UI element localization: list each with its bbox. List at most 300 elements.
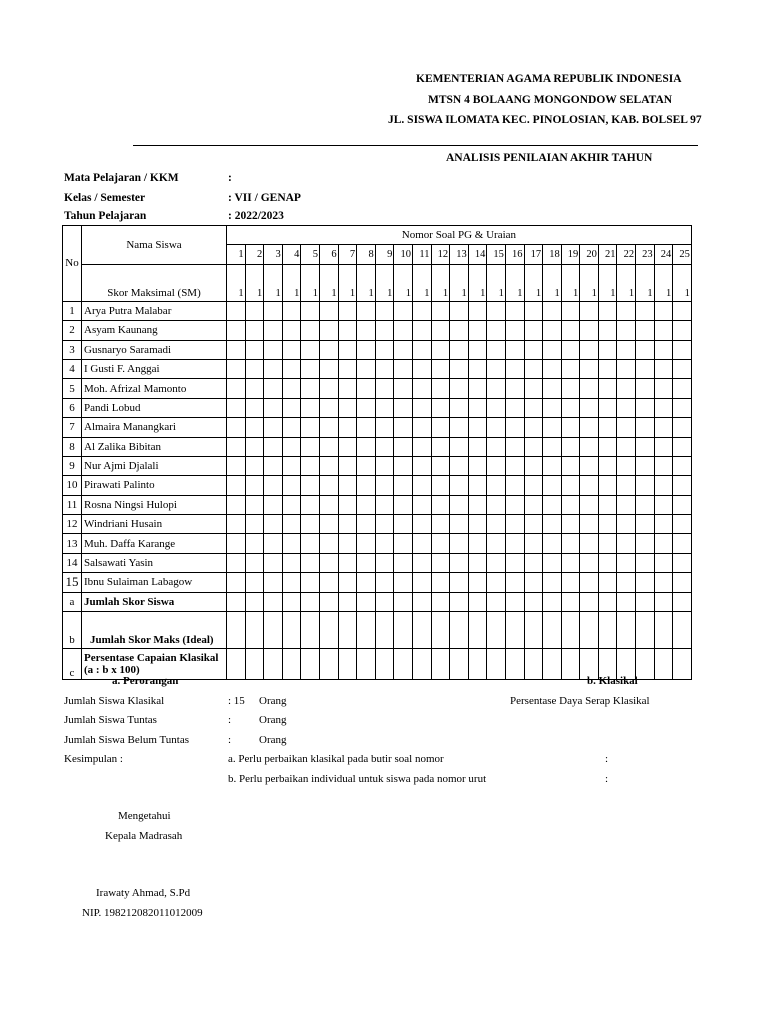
score-cell bbox=[264, 573, 283, 592]
skor-maksimal-value: 1 bbox=[282, 264, 301, 301]
score-cell bbox=[375, 398, 394, 417]
score-cell bbox=[450, 379, 469, 398]
score-cell bbox=[487, 553, 506, 572]
score-cell bbox=[487, 456, 506, 475]
table-row bbox=[63, 456, 692, 475]
score-cell bbox=[468, 301, 487, 320]
skor-maksimal-value: 1 bbox=[357, 264, 376, 301]
row-jumlah-skor-maks bbox=[63, 612, 692, 649]
score-cell bbox=[357, 437, 376, 456]
score-cell bbox=[505, 359, 524, 378]
score-cell bbox=[245, 592, 264, 611]
score-cell bbox=[673, 359, 692, 378]
student-no: 5 bbox=[63, 379, 82, 398]
score-cell bbox=[673, 321, 692, 340]
score-cell bbox=[282, 340, 301, 359]
skor-maksimal-value: 1 bbox=[617, 264, 636, 301]
score-cell bbox=[543, 456, 562, 475]
score-cell bbox=[431, 359, 450, 378]
score-cell bbox=[580, 515, 599, 534]
score-cell bbox=[412, 592, 431, 611]
header-row bbox=[63, 226, 692, 245]
score-cell bbox=[673, 649, 692, 680]
table-row bbox=[63, 476, 692, 495]
score-cell bbox=[301, 301, 320, 320]
question-number: 20 bbox=[580, 245, 599, 264]
score-cell bbox=[319, 515, 338, 534]
score-cell bbox=[524, 437, 543, 456]
score-cell bbox=[338, 553, 357, 572]
student-no: 11 bbox=[63, 495, 82, 514]
score-cell bbox=[673, 534, 692, 553]
score-cell bbox=[673, 398, 692, 417]
score-cell bbox=[394, 592, 413, 611]
score-cell bbox=[264, 301, 283, 320]
score-cell bbox=[561, 359, 580, 378]
score-cell bbox=[245, 456, 264, 475]
score-cell bbox=[524, 476, 543, 495]
score-cell bbox=[431, 612, 450, 649]
score-cell bbox=[543, 553, 562, 572]
question-number: 25 bbox=[673, 245, 692, 264]
score-cell bbox=[375, 612, 394, 649]
score-cell bbox=[431, 418, 450, 437]
row-jumlah-skor-siswa bbox=[63, 592, 692, 611]
student-name: Windriani Husain bbox=[82, 515, 227, 534]
score-cell bbox=[301, 437, 320, 456]
score-cell bbox=[617, 398, 636, 417]
score-cell bbox=[598, 340, 617, 359]
score-cell bbox=[487, 534, 506, 553]
score-cell bbox=[468, 553, 487, 572]
score-cell bbox=[375, 321, 394, 340]
score-cell bbox=[450, 476, 469, 495]
score-cell bbox=[487, 418, 506, 437]
score-cell bbox=[338, 649, 357, 680]
table-row bbox=[63, 340, 692, 359]
score-cell bbox=[357, 398, 376, 417]
header-separator bbox=[133, 145, 698, 146]
score-cell bbox=[431, 340, 450, 359]
score-cell bbox=[505, 301, 524, 320]
score-cell bbox=[468, 418, 487, 437]
question-number: 7 bbox=[338, 245, 357, 264]
student-name: Salsawati Yasin bbox=[82, 553, 227, 572]
score-cell bbox=[282, 476, 301, 495]
orang-2: Orang bbox=[259, 714, 287, 726]
question-number: 12 bbox=[431, 245, 450, 264]
kepala-madrasah: Kepala Madrasah bbox=[105, 830, 183, 842]
score-cell bbox=[357, 418, 376, 437]
score-cell bbox=[598, 437, 617, 456]
score-cell bbox=[319, 649, 338, 680]
score-cell bbox=[450, 437, 469, 456]
score-cell bbox=[245, 476, 264, 495]
score-cell bbox=[412, 398, 431, 417]
score-cell bbox=[580, 612, 599, 649]
score-cell bbox=[412, 495, 431, 514]
score-cell bbox=[636, 321, 655, 340]
student-no: 7 bbox=[63, 418, 82, 437]
score-cell bbox=[245, 573, 264, 592]
score-cell bbox=[245, 437, 264, 456]
score-cell bbox=[673, 379, 692, 398]
score-cell bbox=[524, 379, 543, 398]
score-cell bbox=[505, 515, 524, 534]
score-cell bbox=[394, 321, 413, 340]
score-cell bbox=[654, 418, 673, 437]
orang-3: Orang bbox=[259, 734, 287, 746]
score-cell bbox=[561, 418, 580, 437]
score-cell bbox=[450, 456, 469, 475]
score-cell bbox=[468, 612, 487, 649]
score-cell bbox=[580, 301, 599, 320]
kesimpulan-label: Kesimpulan : bbox=[64, 753, 123, 765]
score-cell bbox=[227, 301, 246, 320]
skor-maksimal-value: 1 bbox=[394, 264, 413, 301]
score-cell bbox=[357, 649, 376, 680]
skor-maksimal-value: 1 bbox=[468, 264, 487, 301]
score-cell bbox=[580, 495, 599, 514]
score-cell bbox=[357, 515, 376, 534]
score-cell bbox=[654, 456, 673, 475]
question-number: 10 bbox=[394, 245, 413, 264]
score-cell bbox=[673, 592, 692, 611]
score-cell bbox=[598, 418, 617, 437]
score-cell bbox=[524, 534, 543, 553]
score-cell bbox=[487, 301, 506, 320]
score-cell bbox=[375, 359, 394, 378]
score-cell bbox=[394, 495, 413, 514]
score-cell bbox=[375, 495, 394, 514]
score-cell bbox=[598, 515, 617, 534]
score-cell bbox=[636, 534, 655, 553]
student-no: 14 bbox=[63, 553, 82, 572]
score-cell bbox=[524, 418, 543, 437]
skor-maksimal-value: 1 bbox=[431, 264, 450, 301]
score-cell bbox=[450, 534, 469, 553]
score-cell bbox=[282, 573, 301, 592]
score-cell bbox=[264, 456, 283, 475]
table-row bbox=[63, 321, 692, 340]
question-number: 1 bbox=[227, 245, 246, 264]
score-cell bbox=[357, 534, 376, 553]
score-cell bbox=[468, 321, 487, 340]
score-cell bbox=[227, 359, 246, 378]
score-cell bbox=[561, 515, 580, 534]
score-cell bbox=[636, 301, 655, 320]
score-cell bbox=[394, 379, 413, 398]
score-cell bbox=[468, 649, 487, 680]
score-cell bbox=[505, 592, 524, 611]
score-cell bbox=[487, 649, 506, 680]
score-cell bbox=[301, 398, 320, 417]
score-cell bbox=[412, 340, 431, 359]
score-cell bbox=[561, 534, 580, 553]
score-cell bbox=[450, 359, 469, 378]
score-cell bbox=[505, 379, 524, 398]
score-cell bbox=[301, 534, 320, 553]
score-cell bbox=[264, 321, 283, 340]
score-cell bbox=[227, 418, 246, 437]
score-cell bbox=[468, 476, 487, 495]
skor-maksimal-value: 1 bbox=[673, 264, 692, 301]
kesimpulan-a: a. Perlu perbaikan klasikal pada butir soal nomor bbox=[228, 753, 444, 765]
signer-name: Irawaty Ahmad, S.Pd bbox=[96, 887, 191, 899]
score-cell bbox=[468, 340, 487, 359]
score-cell bbox=[394, 340, 413, 359]
table-row bbox=[63, 573, 692, 592]
score-cell bbox=[357, 340, 376, 359]
score-cell bbox=[654, 515, 673, 534]
score-cell bbox=[580, 592, 599, 611]
score-cell bbox=[468, 495, 487, 514]
score-cell bbox=[617, 592, 636, 611]
score-cell bbox=[636, 418, 655, 437]
score-cell bbox=[505, 418, 524, 437]
score-cell bbox=[543, 495, 562, 514]
score-cell bbox=[543, 476, 562, 495]
score-cell bbox=[301, 340, 320, 359]
score-cell bbox=[543, 612, 562, 649]
score-cell bbox=[561, 495, 580, 514]
score-cell bbox=[524, 515, 543, 534]
score-cell bbox=[673, 495, 692, 514]
score-cell bbox=[412, 573, 431, 592]
tuntas-label: Jumlah Siswa Tuntas bbox=[64, 714, 157, 726]
score-cell bbox=[394, 476, 413, 495]
score-cell bbox=[561, 612, 580, 649]
score-cell bbox=[654, 573, 673, 592]
student-name: Ibnu Sulaiman Labagow bbox=[82, 573, 227, 592]
question-number: 23 bbox=[636, 245, 655, 264]
skor-maksimal-value: 1 bbox=[338, 264, 357, 301]
kesimpulan-b-colon: : bbox=[605, 773, 609, 785]
score-cell bbox=[468, 437, 487, 456]
score-cell bbox=[264, 340, 283, 359]
student-name: Muh. Daffa Karange bbox=[82, 534, 227, 553]
score-cell bbox=[487, 321, 506, 340]
score-cell bbox=[431, 398, 450, 417]
score-cell bbox=[524, 456, 543, 475]
score-cell bbox=[505, 456, 524, 475]
table-row bbox=[63, 418, 692, 437]
score-cell bbox=[431, 534, 450, 553]
skor-maksimal-value: 1 bbox=[580, 264, 599, 301]
perorangan-heading: a. Perorangan bbox=[112, 675, 179, 687]
student-name: Pirawati Palinto bbox=[82, 476, 227, 495]
score-cell bbox=[282, 418, 301, 437]
score-cell bbox=[598, 612, 617, 649]
score-cell bbox=[561, 592, 580, 611]
score-cell bbox=[487, 515, 506, 534]
score-cell bbox=[357, 379, 376, 398]
score-cell bbox=[319, 456, 338, 475]
table-row bbox=[63, 553, 692, 572]
student-name: Al Zalika Bibitan bbox=[82, 437, 227, 456]
score-cell bbox=[505, 534, 524, 553]
kesimpulan-b: b. Perlu perbaikan individual untuk siswa pada nomor urut bbox=[228, 773, 487, 785]
score-cell bbox=[431, 553, 450, 572]
score-cell bbox=[264, 379, 283, 398]
score-cell bbox=[561, 437, 580, 456]
score-cell bbox=[245, 612, 264, 649]
score-cell bbox=[245, 301, 264, 320]
score-cell bbox=[580, 573, 599, 592]
score-cell bbox=[505, 495, 524, 514]
score-cell bbox=[543, 534, 562, 553]
score-cell bbox=[282, 649, 301, 680]
row-b-text: Jumlah Skor Maks (Ideal) bbox=[82, 612, 227, 649]
score-cell bbox=[282, 515, 301, 534]
skor-maksimal-value: 1 bbox=[301, 264, 320, 301]
klasikal-heading: b. Klasikal bbox=[587, 675, 638, 687]
score-cell bbox=[450, 592, 469, 611]
row-c-text-line2: (a : b x 100) bbox=[84, 664, 140, 677]
score-cell bbox=[617, 476, 636, 495]
score-cell bbox=[264, 612, 283, 649]
score-cell bbox=[543, 301, 562, 320]
score-cell bbox=[375, 553, 394, 572]
score-cell bbox=[636, 649, 655, 680]
student-no: 2 bbox=[63, 321, 82, 340]
student-name: Arya Putra Malabar bbox=[82, 301, 227, 320]
score-cell bbox=[245, 321, 264, 340]
score-cell bbox=[319, 398, 338, 417]
score-cell bbox=[450, 321, 469, 340]
score-cell bbox=[561, 340, 580, 359]
table-row bbox=[63, 515, 692, 534]
score-cell bbox=[227, 649, 246, 680]
table-row bbox=[63, 534, 692, 553]
score-cell bbox=[431, 437, 450, 456]
score-cell bbox=[505, 612, 524, 649]
tuntas-colon: : bbox=[228, 714, 232, 726]
score-cell bbox=[524, 573, 543, 592]
belum-tuntas-colon: : bbox=[228, 734, 232, 746]
skor-maksimal-value: 1 bbox=[450, 264, 469, 301]
student-name: Nur Ajmi Djalali bbox=[82, 456, 227, 475]
score-cell bbox=[301, 359, 320, 378]
score-cell bbox=[338, 418, 357, 437]
score-cell bbox=[394, 456, 413, 475]
skor-maksimal-label: Skor Maksimal (SM) bbox=[82, 264, 227, 301]
score-cell bbox=[617, 437, 636, 456]
score-cell bbox=[338, 612, 357, 649]
ministry-title: KEMENTERIAN AGAMA REPUBLIK INDONESIA bbox=[416, 73, 682, 85]
skor-maksimal-value: 1 bbox=[505, 264, 524, 301]
score-cell bbox=[636, 379, 655, 398]
score-cell bbox=[394, 359, 413, 378]
score-cell bbox=[227, 437, 246, 456]
belum-tuntas-label: Jumlah Siswa Belum Tuntas bbox=[64, 734, 189, 746]
score-cell bbox=[357, 573, 376, 592]
score-cell bbox=[319, 612, 338, 649]
score-cell bbox=[450, 495, 469, 514]
score-cell bbox=[561, 573, 580, 592]
jumlah-klasikal-label: Jumlah Siswa Klasikal bbox=[64, 695, 165, 707]
score-cell bbox=[357, 301, 376, 320]
score-cell bbox=[580, 553, 599, 572]
row-c-label: c bbox=[63, 649, 82, 680]
question-number: 19 bbox=[561, 245, 580, 264]
score-cell bbox=[319, 321, 338, 340]
question-number: 6 bbox=[319, 245, 338, 264]
score-cell bbox=[617, 515, 636, 534]
score-cell bbox=[431, 379, 450, 398]
score-cell bbox=[580, 476, 599, 495]
score-cell bbox=[338, 534, 357, 553]
score-cell bbox=[598, 476, 617, 495]
question-number: 15 bbox=[487, 245, 506, 264]
school-address: JL. SISWA ILOMATA KEC. PINOLOSIAN, KAB. BOLSEL 97 bbox=[388, 114, 702, 126]
score-cell bbox=[227, 612, 246, 649]
skor-maksimal-value: 1 bbox=[412, 264, 431, 301]
score-cell bbox=[431, 301, 450, 320]
score-cell bbox=[636, 573, 655, 592]
score-cell bbox=[673, 437, 692, 456]
score-cell bbox=[561, 301, 580, 320]
score-cell bbox=[450, 340, 469, 359]
student-no: 12 bbox=[63, 515, 82, 534]
score-cell bbox=[282, 321, 301, 340]
score-cell bbox=[227, 553, 246, 572]
score-cell bbox=[673, 456, 692, 475]
score-cell bbox=[468, 456, 487, 475]
score-cell bbox=[543, 340, 562, 359]
questions-header: Nomor Soal PG & Uraian bbox=[227, 226, 692, 245]
score-cell bbox=[264, 534, 283, 553]
row-b-label: b bbox=[63, 612, 82, 649]
score-cell bbox=[524, 321, 543, 340]
score-cell bbox=[282, 398, 301, 417]
score-cell bbox=[431, 515, 450, 534]
score-cell bbox=[245, 379, 264, 398]
question-number: 13 bbox=[450, 245, 469, 264]
score-cell bbox=[319, 418, 338, 437]
score-cell bbox=[375, 301, 394, 320]
score-cell bbox=[264, 649, 283, 680]
score-cell bbox=[673, 515, 692, 534]
score-cell bbox=[468, 515, 487, 534]
score-cell bbox=[505, 437, 524, 456]
score-cell bbox=[338, 515, 357, 534]
table-row bbox=[63, 495, 692, 514]
score-cell bbox=[227, 398, 246, 417]
score-cell bbox=[636, 495, 655, 514]
question-number: 3 bbox=[264, 245, 283, 264]
score-cell bbox=[227, 340, 246, 359]
score-cell bbox=[431, 573, 450, 592]
score-cell bbox=[617, 359, 636, 378]
score-cell bbox=[375, 534, 394, 553]
score-cell bbox=[264, 359, 283, 378]
score-cell bbox=[431, 321, 450, 340]
score-cell bbox=[654, 649, 673, 680]
score-cell bbox=[580, 534, 599, 553]
score-cell bbox=[654, 398, 673, 417]
score-cell bbox=[487, 359, 506, 378]
score-cell bbox=[227, 456, 246, 475]
score-cell bbox=[654, 612, 673, 649]
question-number: 2 bbox=[245, 245, 264, 264]
score-cell bbox=[524, 612, 543, 649]
score-cell bbox=[394, 301, 413, 320]
student-name: Gusnaryo Saramadi bbox=[82, 340, 227, 359]
kelas-label: Kelas / Semester bbox=[64, 192, 146, 204]
score-cell bbox=[654, 340, 673, 359]
score-cell bbox=[450, 418, 469, 437]
